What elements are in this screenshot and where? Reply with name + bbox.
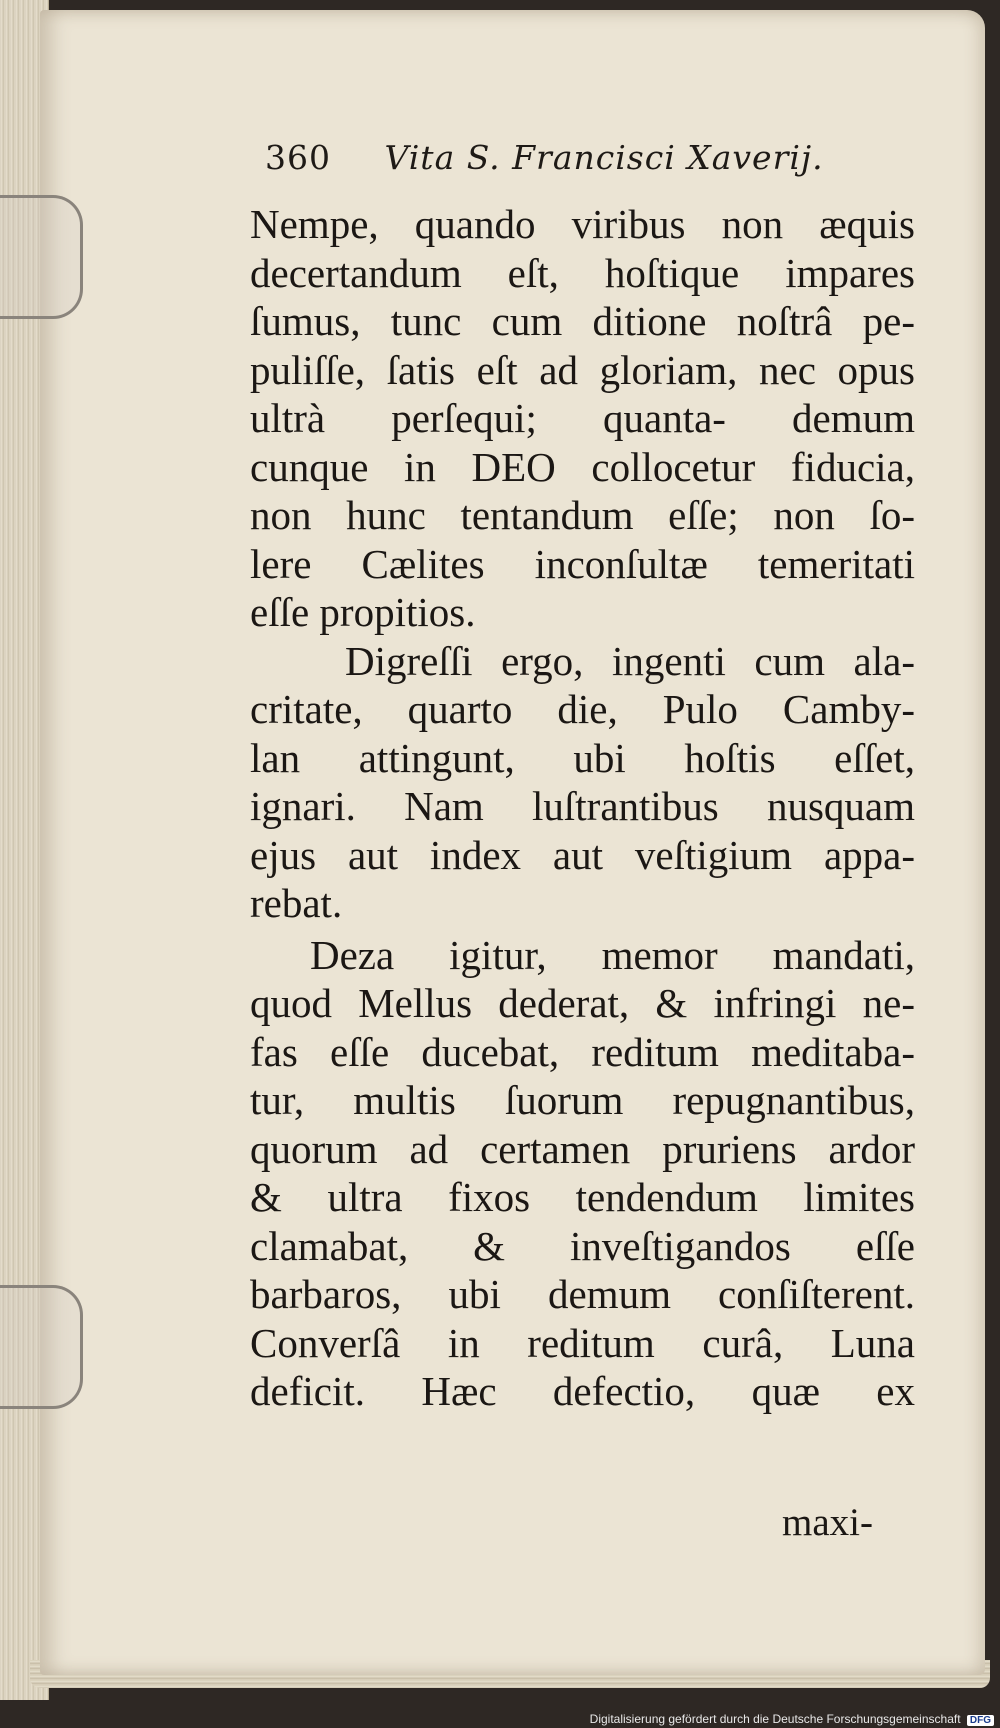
text-line: ſumus, tunc cum ditione noſtrâ pe- bbox=[250, 298, 915, 344]
text-line: ignari. Nam luſtrantibus nusquam bbox=[250, 783, 915, 829]
text-line: & ultra fixos tendendum limites bbox=[250, 1174, 915, 1220]
text-line: lere Cælites inconſultæ temeritati bbox=[250, 540, 915, 587]
text-line: deficit. Hæc defectio, quæ ex bbox=[250, 1368, 915, 1414]
text-line: decertandum eſt, hoſtique impares bbox=[250, 249, 915, 296]
text-line: quorum ad certamen pruriens ardor bbox=[250, 1125, 915, 1172]
text-line: tur, multis ſuorum repugnantibus, bbox=[250, 1077, 915, 1123]
page-clip-top bbox=[0, 195, 83, 319]
text-line: cunque in DEO collocetur fiducia, bbox=[250, 443, 915, 490]
page-number: 360 bbox=[265, 138, 331, 177]
text-line: non hunc tentandum eſſe; non ſo- bbox=[250, 492, 915, 538]
text-line: eſſe propitios. bbox=[250, 589, 476, 635]
text-line: clamabat, & inveſtigandos eſſe bbox=[250, 1222, 915, 1269]
text-line: critate, quarto die, Pulo Camby- bbox=[250, 686, 915, 732]
catchword: maxi- bbox=[782, 1501, 873, 1544]
body-text bbox=[250, 200, 915, 1416]
text-line: quod Mellus dederat, & infringi ne- bbox=[250, 980, 915, 1026]
text-line: Converſâ in reditum curâ, Luna bbox=[250, 1319, 915, 1366]
text-line: puliſſe, ſatis eſt ad gloriam, nec opus bbox=[250, 346, 915, 393]
text-line: Nempe, quando viribus non æquis bbox=[250, 201, 915, 247]
running-header bbox=[265, 138, 824, 177]
text-line: fas eſſe ducebat, reditum meditaba- bbox=[250, 1028, 915, 1075]
credit-text: Digitalisierung gefördert durch die Deutsche Forschungsgemeinschaft bbox=[589, 1712, 961, 1726]
text-line: ultrà perſequi; quanta- demum bbox=[250, 395, 915, 441]
digitization-credit bbox=[590, 1712, 994, 1726]
text-line: rebat. bbox=[250, 880, 343, 926]
paragraph-first-line: Digreſſi ergo, ingenti cum ala- bbox=[345, 637, 915, 684]
running-title: Vita S. Francisci Xaverij. bbox=[384, 138, 824, 177]
text-line: lan attingunt, ubi hoſtis eſſet, bbox=[250, 734, 915, 781]
text-line: barbaros, ubi demum conſiſterent. bbox=[250, 1271, 915, 1317]
dfg-logo: DFG bbox=[967, 1715, 994, 1726]
page-clip-bottom bbox=[0, 1285, 83, 1409]
paragraph-first-line: Deza igitur, memor mandati, bbox=[310, 931, 915, 978]
text-line: ejus aut index aut veſtigium appa- bbox=[250, 831, 915, 878]
